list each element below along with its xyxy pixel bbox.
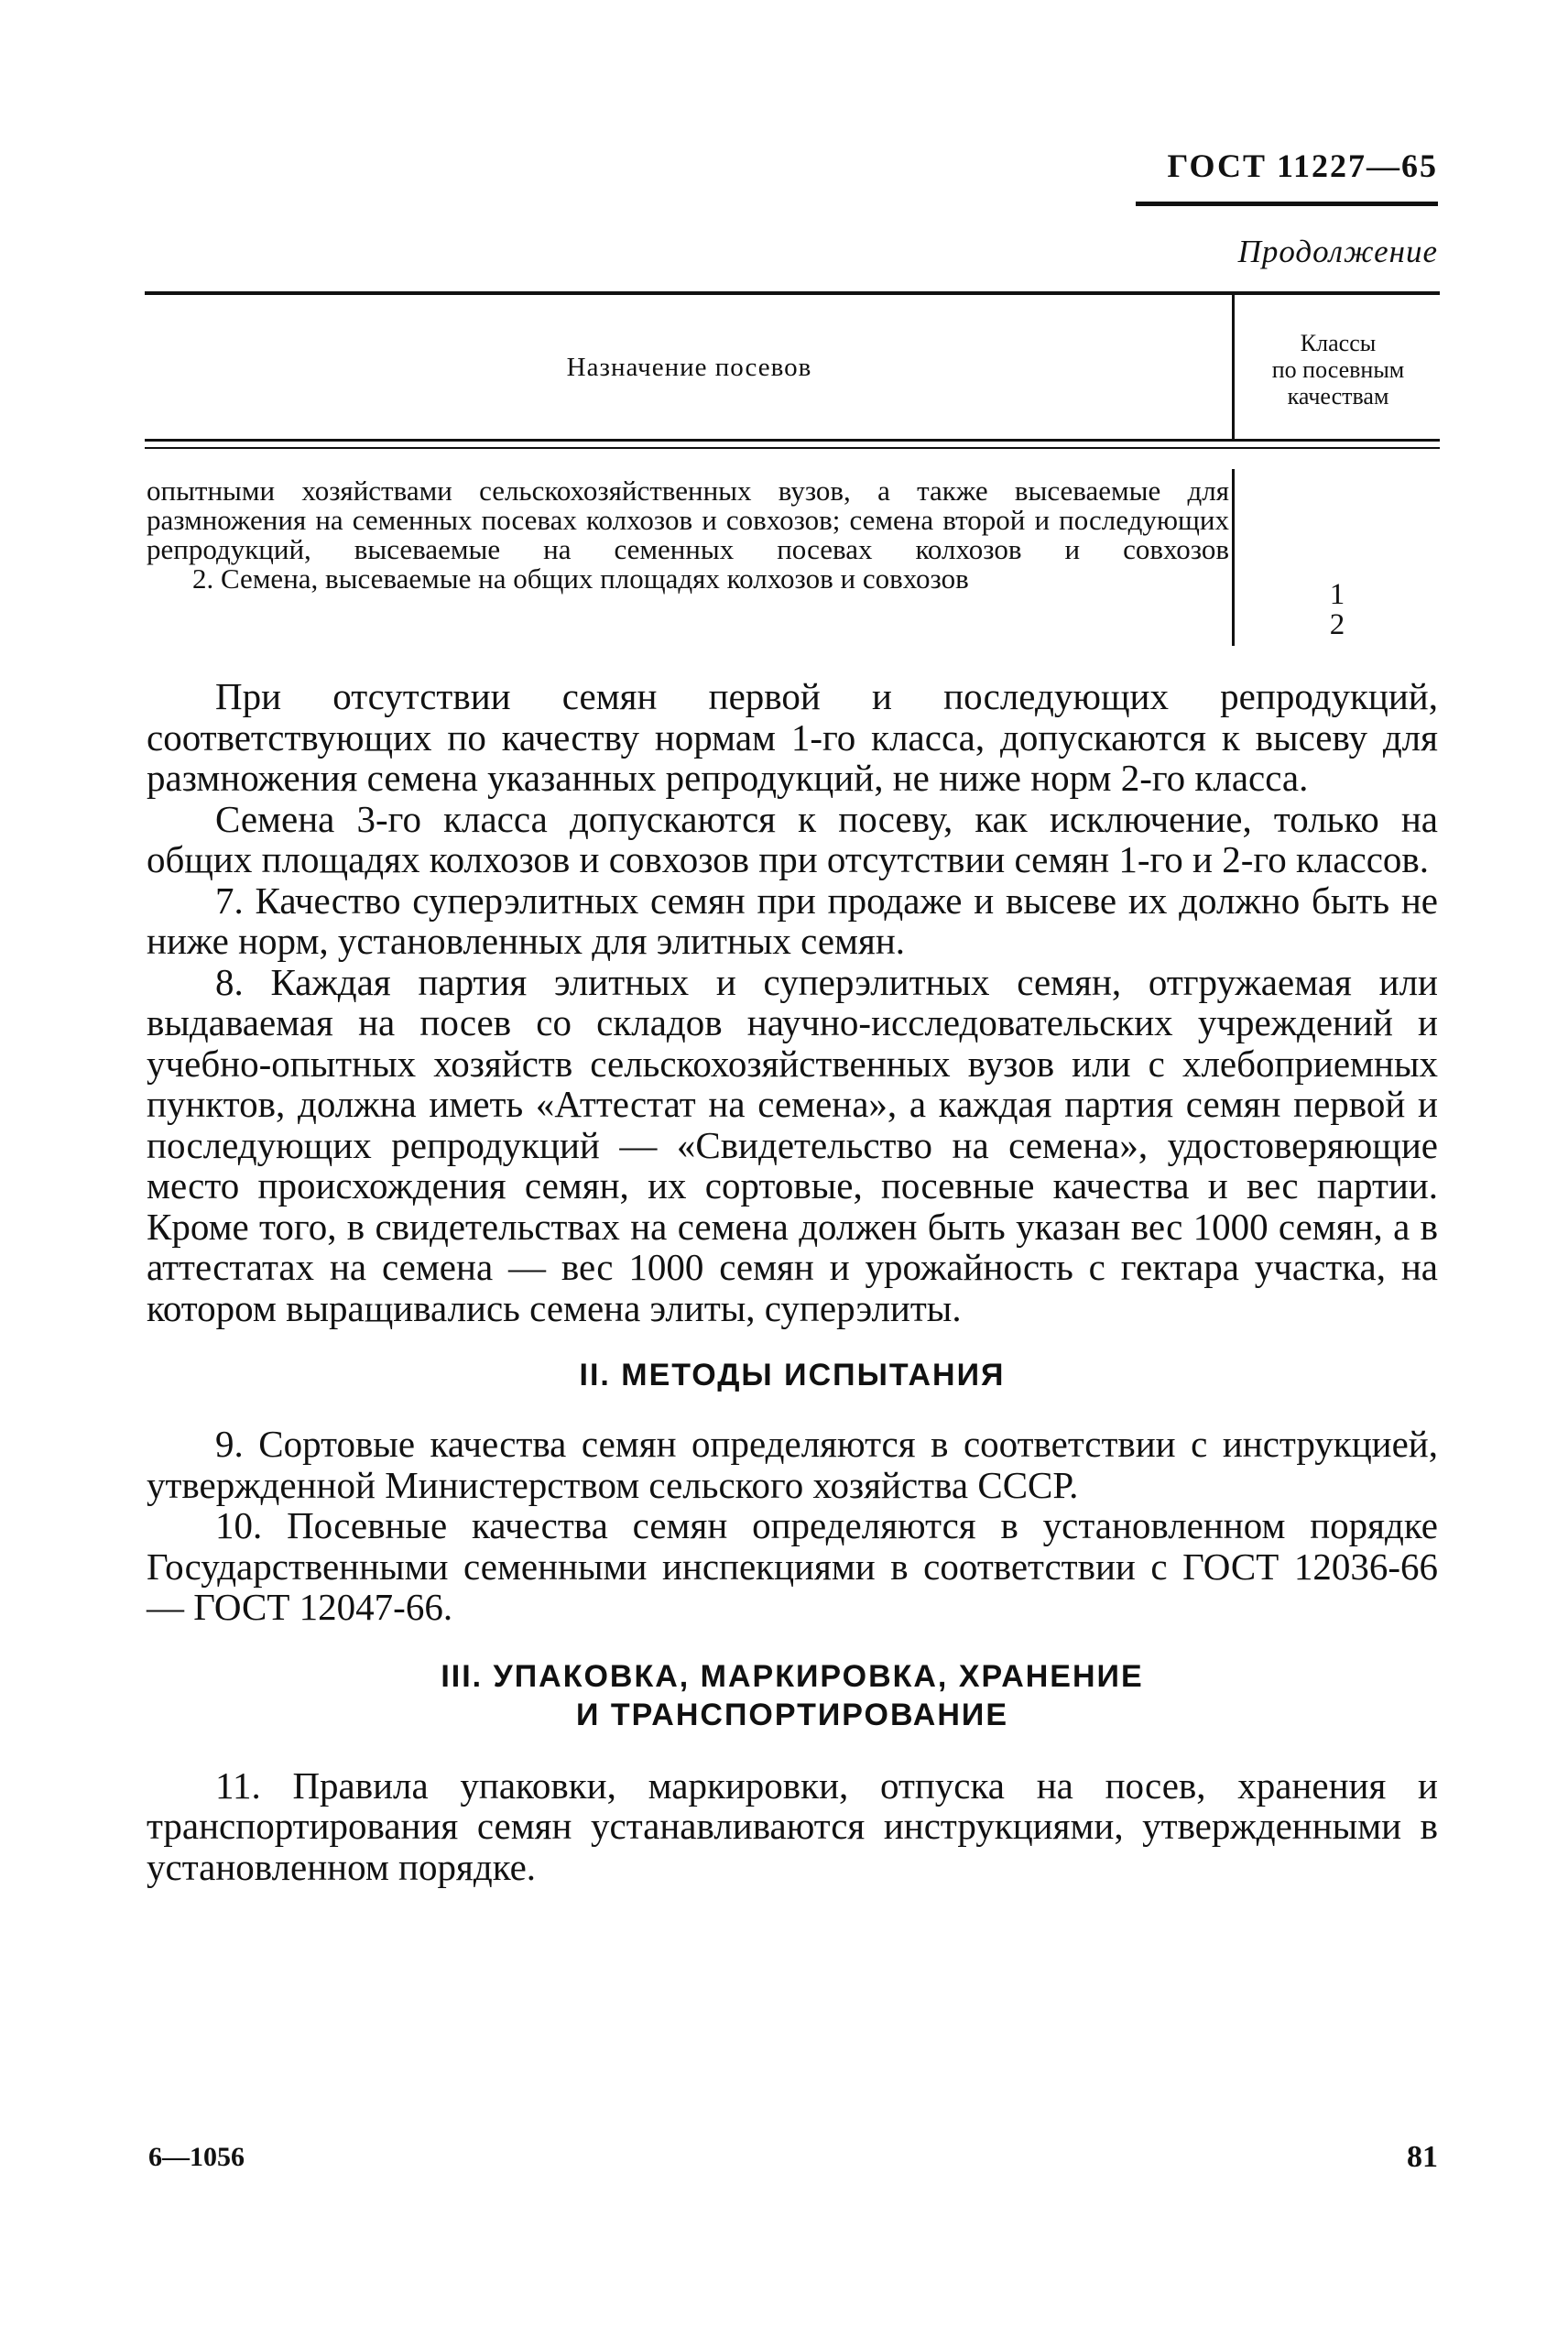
page-number: 81 [1407, 2140, 1438, 2174]
paragraph-8: 8. Каждая партия элитных и суперэлитных семян, отгружаемая или выдаваемая на посев со складов научно-исследовательских учреждений и учебно-опытных хозяйств сельскохозяйственных вузов или с хлебоприемных пунктов, должна иметь «Аттестат на семена», а каждая партия семян первой и последующих репродукций — «Свидетельство на семена», удостоверяющие место происхождения семян, их сортовые, посевные качества и вес партии. Кроме того, в свидетельствах на семена должен быть указан вес 1000 семян, а в аттестатах на семена — вес 1000 семян и урожайность с гектара участка, на котором выращивались семена элиты, суперэлиты. [147, 960, 1438, 1329]
section-heading-3 [147, 1657, 1438, 1734]
paragraph: Семена 3-го класса допускаются к посеву, как исключение, только на общих площадях колхозов и совхозов при отсутствии семян 1-го и 2-го классов. [147, 797, 1438, 880]
paragraph: При отсутствии семян первой и последующих репродукций, соответствующих по качеству нормам 1-го класса, допускаются к высеву для размножения семена указанных репродукций, не ниже норм 2-го класса. [147, 675, 1438, 799]
section-heading-3-line: И ТРАНСПОРТИРОВАНИЕ [575, 1697, 1009, 1732]
table-header-classes [1236, 330, 1440, 410]
section-heading-2: II. МЕТОДЫ ИСПЫТАНИЯ [579, 1358, 1006, 1392]
table-row-class: 1 [1329, 578, 1345, 611]
table-row-class: 2 [1329, 608, 1345, 641]
section-heading-3-line: III. УПАКОВКА, МАРКИРОВКА, ХРАНЕНИЕ [441, 1658, 1144, 1694]
classes-header-line: Классы [1300, 330, 1377, 356]
table-header-rule-2 [145, 447, 1440, 449]
paragraph-9: 9. Сортовые качества семян определяются в соответствии с инструкцией, утвержденной Министерством сельского хозяйства СССР. [147, 1423, 1438, 1506]
table-header-purpose: Назначение посевов [566, 353, 812, 382]
main-text [147, 676, 1438, 1887]
classes-header-line: по посевным [1271, 356, 1405, 383]
table-row-text: опытными хозяйствами сельскохозяйственных вузов, а также высеваемые для размножения на семенных посевах колхозов и совхозов; семена второй и последующих репродукций, высеваемые на семенных посевах колхозов и совхозов [147, 475, 1229, 565]
table-row-text: 2. Семена, высеваемые на общих площадях колхозов и совхозов [192, 562, 969, 595]
classes-header-line: качествам [1287, 383, 1389, 410]
paragraph-7: 7. Качество суперэлитных семян при продаже и высеве их должно быть не ниже норм, установленных для элитных семян. [147, 879, 1438, 962]
table-column-divider [1232, 295, 1235, 439]
standard-underline [1136, 202, 1438, 206]
paragraph-10: 10. Посевные качества семян определяются в установленном порядке Государственными семенными инспекциями в соответствии с ГОСТ 12036-66 — ГОСТ 12047-66. [147, 1504, 1438, 1628]
print-code: 6—1056 [148, 2142, 245, 2172]
table-body-divider [1232, 469, 1235, 646]
table-top-rule [145, 291, 1440, 295]
standard-number: ГОСТ 11227—65 [1167, 147, 1438, 184]
table-body [147, 476, 1229, 594]
paragraph-11: 11. Правила упаковки, маркировки, отпуска на посев, хранения и транспортирования семян устанавливаются инструкциями, утвержденными в установленном порядке. [147, 1764, 1438, 1888]
continuation-label: Продолжение [1237, 234, 1438, 269]
table-header-rule-1 [145, 439, 1440, 442]
